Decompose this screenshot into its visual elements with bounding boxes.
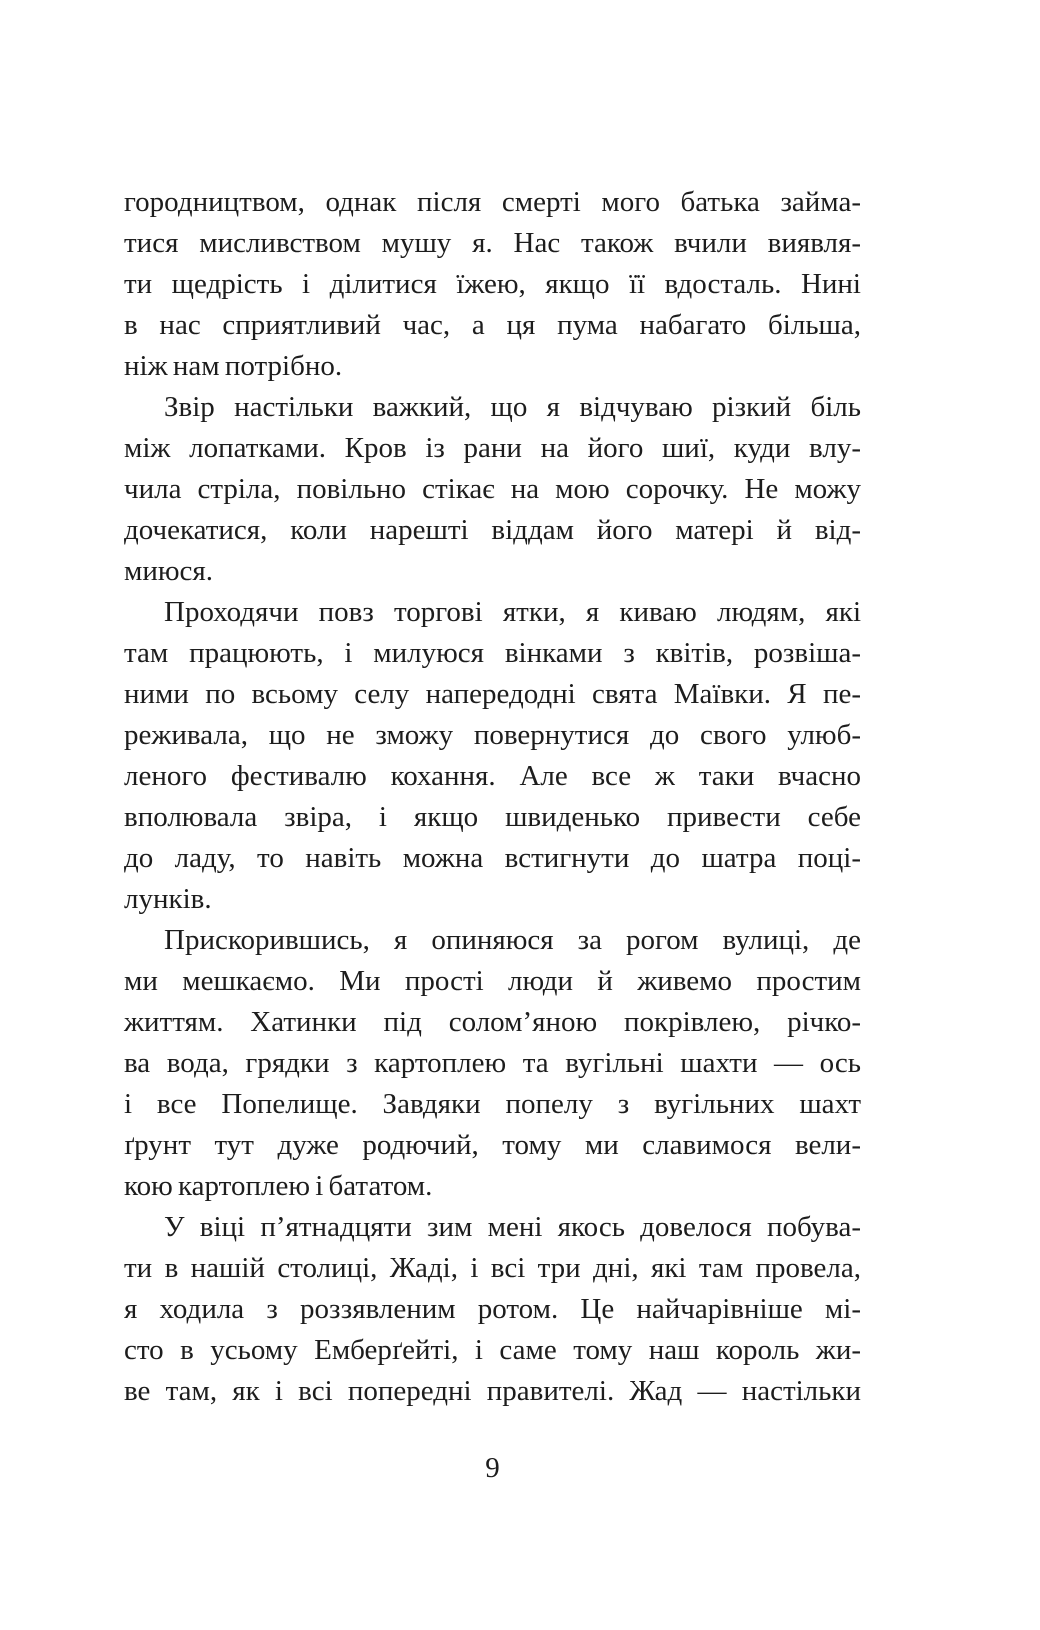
text-block <box>124 182 861 1412</box>
text-line: там працюють, і милуюся вінками з квітів, розвіша- <box>124 637 861 669</box>
text-line: сто в усьому Емберґейті, і саме тому наш король жи- <box>124 1334 861 1366</box>
text-line: ними по всьому селу напередодні свята Маївки. Я пе- <box>124 678 861 710</box>
text-line: реживала, що не зможу повернутися до свого улюб- <box>124 719 861 751</box>
paragraph <box>124 920 861 1207</box>
text-line: в нас сприятливий час, а ця пума набагато більша, <box>124 309 861 341</box>
paragraph <box>124 182 861 387</box>
text-line: я ходила з роззявленим ротом. Це найчарівніше мі- <box>124 1293 861 1325</box>
text-line: Проходячи повз торгові ятки, я киваю людям, які <box>164 596 861 628</box>
text-line: У віці п’ятнадцяти зим мені якось довелося побува- <box>164 1211 861 1243</box>
text-line: ве там, як і всі попередні правителі. Жад — настільки <box>124 1375 861 1407</box>
text-line: між лопатками. Кров із рани на його шиї, куди влу- <box>124 432 861 464</box>
paragraph <box>124 1207 861 1412</box>
page-number: 9 <box>485 1452 500 1484</box>
text-line: життям. Хатинки під солом’яною покрівлею, річко- <box>124 1006 861 1038</box>
text-line: Прискорившись, я опиняюся за рогом вулиці, де <box>164 924 861 956</box>
text-line: і все Попелище. Завдяки попелу з вугільних шахт <box>124 1088 861 1120</box>
text-line: леного фестивалю кохання. Але все ж таки вчасно <box>124 760 861 792</box>
text-line: городництвом, однак після смерті мого батька займа- <box>124 186 861 218</box>
text-line: Звір настільки важкий, що я відчуваю різкий біль <box>164 391 861 423</box>
text-line: ти в нашій столиці, Жаді, і всі три дні, які там провела, <box>124 1252 861 1284</box>
paragraph <box>124 387 861 592</box>
text-line: лунків. <box>124 883 212 915</box>
text-line: кою картоплею і бататом. <box>124 1170 433 1202</box>
text-line: миюся. <box>124 555 213 587</box>
text-line: ти щедрість і ділитися їжею, якщо її вдосталь. Нині <box>124 268 861 300</box>
text-line: ніж нам потрібно. <box>124 350 343 382</box>
text-line: ми мешкаємо. Ми прості люди й живемо простим <box>124 965 861 997</box>
text-line: вполювала звіра, і якщо швиденько привести себе <box>124 801 861 833</box>
page-footer <box>124 1448 861 1489</box>
paragraph <box>124 592 861 920</box>
text-line: до ладу, то навіть можна встигнути до шатра поці- <box>124 842 861 874</box>
text-line: ґрунт тут дуже родючий, тому ми славимося вели- <box>124 1129 861 1161</box>
text-line: дочекатися, коли нарешті віддам його матері й від- <box>124 514 861 546</box>
text-line: ва вода, грядки з картоплею та вугільні шахти — ось <box>124 1047 861 1079</box>
text-line: чила стріла, повільно стікає на мою сорочку. Не можу <box>124 473 861 505</box>
text-line: тися мисливством мушу я. Нас також вчили виявля- <box>124 227 861 259</box>
